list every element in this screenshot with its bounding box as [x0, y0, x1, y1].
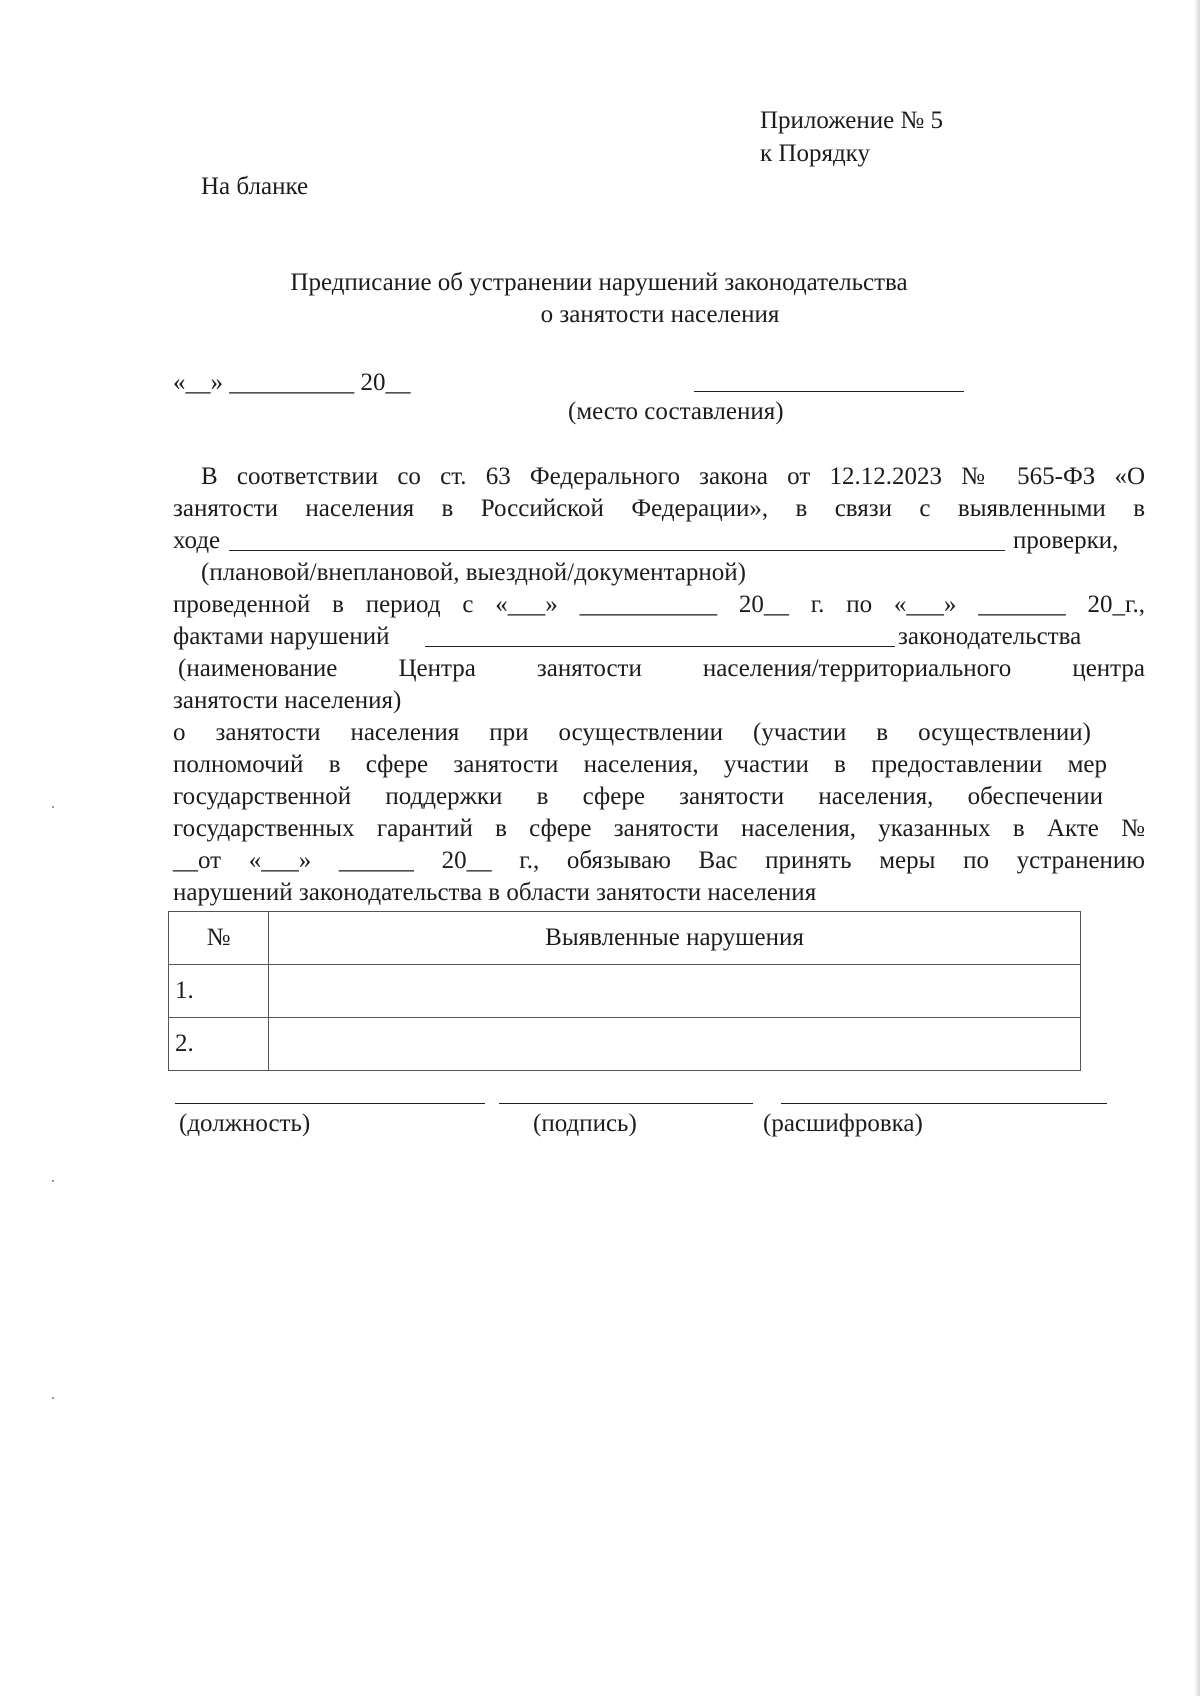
- blank-note: На бланке: [201, 173, 309, 200]
- date-field: «__» __________ 20__: [173, 369, 411, 396]
- page-edge-shadow: [1194, 0, 1200, 1696]
- para1-line1: В соответствии со ст. 63 Федерального закона от 12.12.2023 № 565-ФЗ «О: [201, 463, 1145, 490]
- para2-line5: __от «___» ______ 20__ г., обязываю Вас принять меры по устранению: [173, 847, 1145, 874]
- signature-caption: (подпись): [533, 1110, 637, 1137]
- decode-line: [781, 1103, 1107, 1104]
- para2-line4: государственных гарантий в сфере занятости населения, указанных в Акте №: [173, 815, 1145, 842]
- appendix-number: Приложение № 5: [760, 107, 944, 134]
- para2-line3: государственной поддержки в сфере занятости населения, обеспечении: [173, 783, 1103, 810]
- para2-line1: о занятости населения при осуществлении (участии в осуществлении): [173, 719, 1091, 746]
- table-cell-violation: [269, 1018, 1081, 1071]
- appendix-reference: к Порядку: [760, 140, 870, 167]
- signature-line: [499, 1103, 753, 1104]
- table-cell-num: 2.: [169, 1018, 269, 1071]
- center-name-line: [425, 646, 895, 647]
- place-line: [694, 391, 964, 392]
- para2-line2: полномочий в сфере занятости населения, участии в предоставлении мер: [173, 751, 1107, 778]
- table-row: [169, 965, 1081, 1018]
- table-header-row: [169, 912, 1081, 965]
- table-row: [169, 1018, 1081, 1071]
- position-line: [175, 1103, 485, 1104]
- check-type-caption: (плановой/внеплановой, выездной/документарной): [201, 559, 746, 586]
- scan-speck: [52, 1180, 54, 1182]
- position-caption: (должность): [179, 1110, 311, 1137]
- para1-line2: занятости населения в Российской Федерации», в связи с выявленными в: [173, 495, 1145, 522]
- table-cell-num: 1.: [169, 965, 269, 1018]
- violations-table: [168, 911, 1081, 1071]
- period-line: проведенной в период с «___» ___________ 20__ г. по «___» _______ 20_г.,: [173, 591, 1145, 618]
- check-type-line: [229, 550, 1005, 551]
- center-caption-line1: (наименование Центра занятости населения/территориального центра: [178, 655, 1145, 682]
- violations-line-end: законодательства: [898, 623, 1082, 650]
- para2-line6: нарушений законодательства в области занятости населения: [173, 879, 817, 906]
- para1-line3-start: ходе: [173, 527, 221, 554]
- para1-line3-end: проверки,: [1013, 527, 1119, 554]
- scan-speck: [52, 806, 54, 808]
- document-title-line1: Предписание об устранении нарушений законодательства: [290, 269, 908, 296]
- table-header-num: №: [169, 912, 269, 965]
- place-caption: (место составления): [568, 398, 784, 425]
- table-cell-violation: [269, 965, 1081, 1018]
- decode-caption: (расшифровка): [763, 1110, 923, 1137]
- center-caption-line2: занятости населения): [173, 687, 402, 714]
- violations-line-start: фактами нарушений: [173, 623, 390, 650]
- document-title-line2: о занятости населения: [540, 301, 780, 328]
- table-header-violations: Выявленные нарушения: [269, 912, 1081, 965]
- scan-speck: [52, 1397, 54, 1399]
